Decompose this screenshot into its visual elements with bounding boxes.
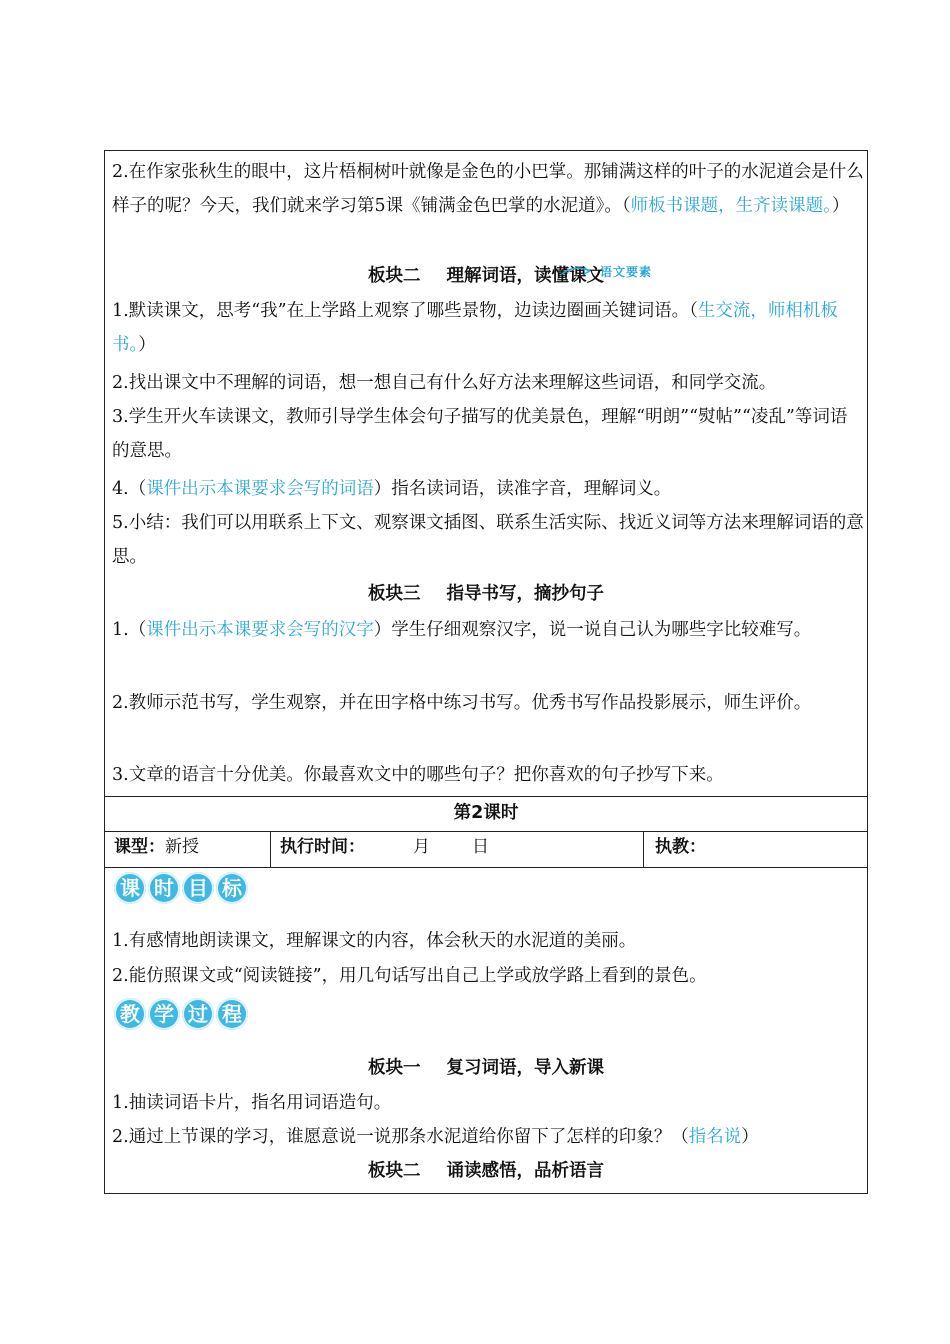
- l2-block1-subtitle: 复习词语，导入新课: [446, 1058, 604, 1078]
- teacher: [655, 831, 706, 867]
- b2-item-1-text: 1.默读课文，思考“我”在上学路上观察了哪些景物，边读边圈画关键词语。（: [112, 301, 698, 321]
- b2-item-1-close: ）: [138, 335, 156, 355]
- execution-time-label: 执行时间：: [280, 837, 365, 857]
- b3-item-1-open: 1.（: [112, 620, 147, 640]
- lesson-type-label: 课型：: [114, 837, 165, 857]
- l2-b1-item-2-close: ）: [741, 1127, 759, 1147]
- l2-block2-title: 板块二: [368, 1161, 421, 1181]
- intro-note: 师板书课题，生齐读课题。: [630, 196, 832, 216]
- lesson2-title: 第2课时: [453, 803, 519, 823]
- day-label: 日: [472, 837, 489, 857]
- intro-close: ）: [831, 196, 850, 216]
- b2-item-4-text: ）指名读词语，读准字音，理解词义。: [373, 479, 672, 499]
- language-element-tag: [560, 262, 680, 282]
- lesson-type: [114, 831, 199, 867]
- badge-char: 标: [216, 872, 248, 904]
- block3-subtitle: 指导书写，摘抄句子: [446, 584, 604, 604]
- month-label: 月: [413, 837, 430, 857]
- b3-item-1-text: ）学生仔细观察汉字，说一说自己认为哪些字比较难写。: [373, 620, 812, 640]
- b2-item-1-note: 生交流，师相机板书。: [112, 301, 838, 355]
- b2-item-2: 2.找出课文中不理解的词语，想一想自己有什么好方法来理解这些词语，和同学交流。: [112, 373, 777, 393]
- b2-item-1: [112, 294, 864, 362]
- b3-item-1: [112, 613, 864, 647]
- badge-char: 学: [148, 998, 180, 1030]
- block2-subtitle: 理解词语，读懂课文: [446, 266, 604, 286]
- badge-char: 教: [114, 998, 146, 1030]
- block2-heading: [104, 261, 868, 291]
- badge-char: 目: [182, 872, 214, 904]
- l2-block1-heading: [104, 1053, 868, 1083]
- b2-item-5: 5.小结：我们可以用联系上下文、观察课文插图、联系生活实际、找近义词等方法来理解词语的意思。: [112, 513, 864, 567]
- goal-1: 1.有感情地朗读课文，理解课文的内容，体会秋天的水泥道的美丽。: [112, 931, 637, 951]
- arrow-icon: [560, 262, 600, 282]
- divider: [643, 831, 644, 867]
- b2-item-4-open: 4.（: [112, 479, 147, 499]
- intro-paragraph: [112, 155, 864, 223]
- block3-heading: [104, 579, 868, 609]
- lesson-type-value: 新授: [165, 837, 199, 857]
- badge-char: 程: [216, 998, 248, 1030]
- divider: [270, 831, 271, 867]
- b2-item-3: 3.学生开火车读课文，教师引导学生体会句子描写的优美景色，理解“明朗”“熨帖”“凌乱”等词语的意思。: [112, 407, 848, 461]
- b2-item-4: [112, 472, 864, 506]
- l2-b1-item-1: 1.抽读词语卡片，指名用词语造句。: [112, 1093, 392, 1113]
- block2-title: 板块二: [368, 266, 421, 286]
- b3-item-2: 2.教师示范书写，学生观察，并在田字格中练习书写。优秀书写作品投影展示，师生评价。: [112, 693, 812, 713]
- l2-b1-item-2-note: 指名说: [688, 1127, 742, 1147]
- lesson-goals-badge: [114, 872, 248, 904]
- l2-b1-item-2-text: 2.通过上节课的学习，谁愿意说一说那条水泥道给你留下了怎样的印象？（: [112, 1127, 689, 1147]
- goal-2: 2.能仿照课文或“阅读链接”，用几句话写出自己上学或放学路上看到的景色。: [112, 966, 707, 986]
- l2-block2-heading: [104, 1156, 868, 1186]
- l2-block1-title: 板块一: [368, 1058, 421, 1078]
- execution-time: [280, 831, 489, 867]
- teaching-process-badge: [114, 998, 248, 1030]
- l2-block2-subtitle: 诵读感悟，品析语言: [446, 1161, 604, 1181]
- l2-b1-item-2: [112, 1120, 864, 1154]
- badge-char: 课: [114, 872, 146, 904]
- b3-item-1-note: 课件出示本课要求会写的汉字: [146, 620, 374, 640]
- b2-item-4-note: 课件出示本课要求会写的词语: [146, 479, 374, 499]
- badge-char: 时: [148, 872, 180, 904]
- teacher-label: 执教：: [655, 837, 706, 857]
- language-element-label: 语文要素: [600, 265, 653, 279]
- b3-item-3: 3.文章的语言十分优美。你最喜欢文中的哪些句子？把你喜欢的句子抄写下来。: [112, 765, 724, 785]
- block3-title: 板块三: [368, 584, 421, 604]
- intro-text: 2.在作家张秋生的眼中，这片梧桐树叶就像是金色的小巴掌。那铺满这样的叶子的水泥道会是什么样子的呢？今天，我们就来学习第5课《铺满金色巴掌的水泥道》。（: [112, 162, 864, 216]
- badge-char: 过: [182, 998, 214, 1030]
- divider: [104, 867, 868, 868]
